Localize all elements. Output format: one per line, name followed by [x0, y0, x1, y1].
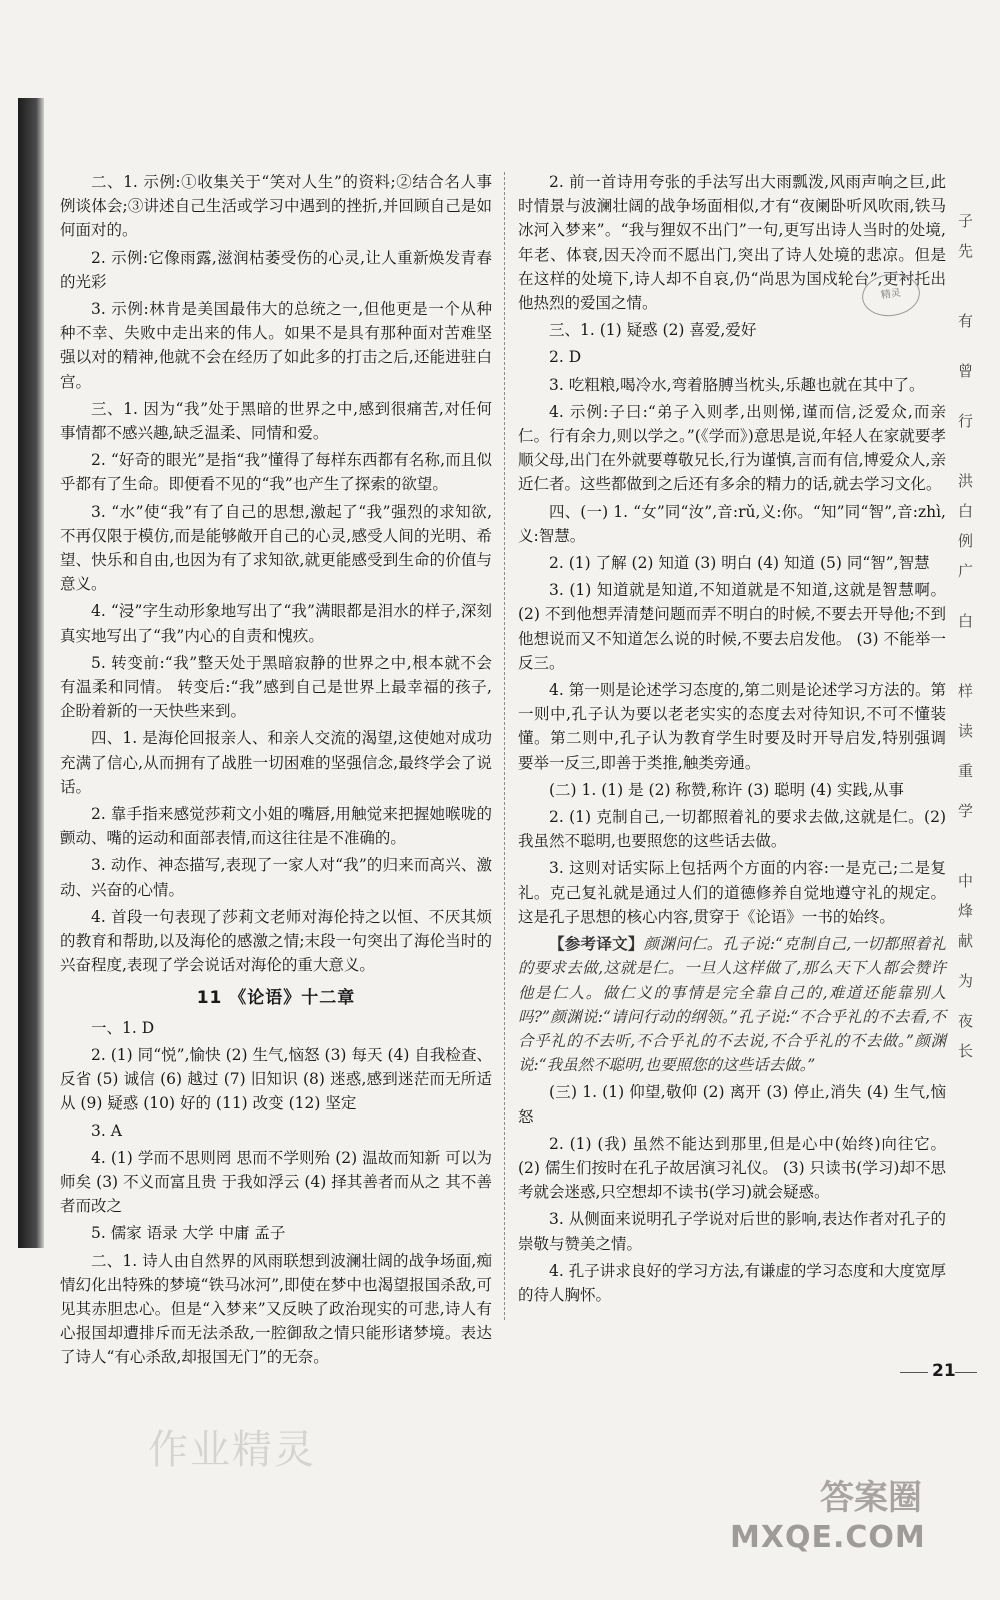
- column-divider: [504, 172, 505, 1320]
- translation-text: 颜渊问仁。孔子说:“克制自己,一切都照着礼的要求去做,这就是仁。一旦人这样做了,那么天下人都会赞许他是仁人。做仁义的事情是完全靠自己的,难道还能靠别人吗?”颜渊说:“请问行动的纲领。”孔子说:“不合乎礼的不去看,不合乎礼的不去听,不合乎礼的不去说,不合乎礼的不去做。”颜渊说:“我虽然不聪明,也要照您的这些话去做。”: [518, 935, 946, 1075]
- edge-char: 中: [958, 872, 974, 890]
- answer-paragraph: 二、1. 诗人由自然界的风雨联想到波澜壮阔的战争场面,痴情幻化出特殊的梦境“铁马冰河”,即使在梦中也渴望报国杀敌,可见其赤胆忠心。但是“入梦来”又反映了政治现实的可悲,诗人有心报国却遭排斥而无法杀敌,一腔御敌之情只能形诸梦境。表达了诗人“有心杀敌,却报国无门”的无奈。: [60, 1251, 492, 1367]
- answer-paragraph: 2. (1) 同“悦”,愉快 (2) 生气,恼怒 (3) 每天 (4) 自我检查、反省 (5) 诚信 (6) 越过 (7) 旧知识 (8) 迷惑,感到迷茫而无所适从 (9) 疑惑 (10) 好的 (11) 改变 (12) 坚定: [60, 1045, 492, 1113]
- translation-label: 【参考译文】: [549, 934, 644, 954]
- answer-paragraph: 4. 孔子讲求良好的学习方法,有谦虚的学习态度和大度宽厚的待人胸怀。: [518, 1261, 946, 1304]
- answer-paragraph: 3. “水”使“我”有了自己的思想,激起了“我”强烈的求知欲,不再仅限于模仿,而是能够敞开自己的心灵,感受人间的光明、希望、快乐和自由,也因为有了求知欲,就更能感受到生命的价值与意义。: [60, 502, 492, 594]
- answer-paragraph: 三、1. 因为“我”处于黑暗的世界之中,感到很痛苦,对任何事情都不感兴趣,缺乏温柔、同情和爱。: [60, 399, 492, 443]
- stamp-seal: 精灵: [859, 270, 922, 320]
- answer-paragraph: 二、1. 示例:①收集关于“笑对人生”的资料;②结合名人事例谈体会;③讲述自己生活或学习中遇到的挫折,并回顾自己是如何面对的。: [60, 173, 492, 240]
- page-number-rule-left: [900, 1372, 928, 1373]
- answer-paragraph: 2. 示例:它像雨露,滋润枯萎受伤的心灵,让人重新焕发青春的光彩: [60, 248, 492, 291]
- answer-paragraph: 5. 转变前:“我”整天处于黑暗寂静的世界之中,根本就不会有温柔和同情。 转变后:“我”感到自己是世界上最幸福的孩子,企盼着新的一天快些来到。: [60, 653, 492, 721]
- answer-paragraph: 3. 这则对话实际上包括两个方面的内容:一是克己;二是复礼。克己复礼就是通过人们的道德修养自觉地遵守礼的规定。这是孔子思想的核心内容,贯穿于《论语》一书的始终。: [518, 859, 946, 926]
- answer-paragraph: 3. 吃粗粮,喝冷水,弯着胳膊当枕头,乐趣也就在其中了。: [549, 375, 925, 394]
- edge-char: 广: [958, 562, 974, 580]
- page-number-rule-right: [955, 1372, 977, 1373]
- watermark-daan: 答案圈: [820, 1478, 922, 1518]
- page-number: 21: [932, 1361, 956, 1381]
- edge-char: 学: [958, 802, 974, 820]
- watermark-site: MXQE.COM: [730, 1520, 926, 1555]
- answer-paragraph: 2. “好奇的眼光”是指“我”懂得了每样东西都有名称,而且似乎都有了生命。即便看不见的“我”也产生了探索的欲望。: [60, 451, 492, 494]
- answer-paragraph: 四、(一) 1. “女”同“汝”,音:rǔ,义:你。“知”同“智”,音:zhì,义:智慧。: [518, 502, 946, 545]
- edge-char: 为: [958, 972, 974, 990]
- edge-char: 读: [958, 722, 974, 740]
- answer-paragraph: 3. 动作、神态描写,表现了一家人对“我”的归来而高兴、激动、兴奋的心情。: [60, 856, 492, 899]
- answer-paragraph: 4. “浸”字生动形象地写出了“我”满眼都是泪水的样子,深刻真实地写出了“我”内心的自责和愧疚。: [60, 602, 492, 645]
- edge-char: 子: [958, 212, 974, 230]
- answer-paragraph: 4. 示例:子曰:“弟子入则孝,出则悌,谨而信,泛爱众,而亲仁。行有余力,则以学之。”(《学而》)意思是说,年轻人在家就要孝顺父母,出门在外就要尊敬兄长,行为谨慎,言而有信,博爱众人,亲近仁者。这些都做到之后还有多余的精力的话,就去学习文化。: [518, 402, 946, 494]
- answer-paragraph: 5. 儒家 语录 大学 中庸 孟子: [91, 1224, 286, 1243]
- answer-paragraph: 4. 第一则是论述学习态度的,第二则是论述学习方法的。第一则中,孔子认为要以老老实实的态度去对待知识,不可不懂装懂。第二则中,孔子认为教育学生时要及时开导启发,特别强调要举一反三,即善于类推,触类旁通。: [518, 681, 946, 772]
- edge-char: 夜: [958, 1012, 974, 1030]
- answer-paragraph: 4. 首段一句表现了莎莉文老师对海伦持之以恒、不厌其烦的教育和帮助,以及海伦的感激之情;末段一句突出了海伦当时的兴奋程度,表现了学会说话对海伦的重大意义。: [60, 907, 492, 975]
- reference-translation: [518, 932, 946, 1077]
- right-column: [518, 170, 946, 1310]
- answer-paragraph: 2. 前一首诗用夸张的手法写出大雨瓢泼,风雨声响之巨,此时情景与波澜壮阔的战争场面相似,才有“夜阑卧听风吹雨,铁马冰河入梦来”。“我与狸奴不出门”一句,更写出诗人当时的处境,年老、体衰,因天冷而不愿出门,突出了诗人处境的悲凉。但是在这样的处境下,诗人却不自哀,仍“尚思为国戍轮台”,更衬托出他热烈的爱国之情。: [518, 173, 946, 313]
- book-spine-shadow: [18, 98, 44, 1248]
- edge-char: 烽: [958, 902, 974, 920]
- answer-paragraph: 一、1. D: [91, 1018, 155, 1037]
- answer-paragraph: 2. (1) (我) 虽然不能达到那里,但是心中(始终)向往它。(2) 儒生们按时在孔子故居演习礼仪。 (3) 只读书(学习)却不思考就会迷惑,只空想却不读书(学习)就会疑惑。: [518, 1134, 946, 1202]
- answer-paragraph: 2. 靠手指来感觉莎莉文小姐的嘴唇,用触觉来把握她喉咙的颤动、嘴的运动和面部表情,而这往往是不准确的。: [60, 805, 492, 848]
- answer-paragraph: 3. A: [91, 1121, 122, 1140]
- edge-char: 白: [958, 502, 974, 520]
- answer-paragraph: 3. (1) 知道就是知道,不知道就是不知道,这就是智慧啊。(2) 不到他想弄清楚问题而弄不明白的时候,不要去开导他;不到他想说而又不知道怎么说的时候,不要去启发他。 (3) 不能举一反三。: [518, 581, 946, 672]
- edge-char: 重: [958, 762, 974, 780]
- answer-paragraph: 三、1. (1) 疑惑 (2) 喜爱,爱好: [549, 321, 757, 340]
- answer-paragraph: 2. (1) 了解 (2) 知道 (3) 明白 (4) 知道 (5) 同“智”,智慧: [549, 554, 930, 573]
- answer-paragraph: 四、1. 是海伦回报亲人、和亲人交流的渴望,这使她对成功充满了信心,从而拥有了战胜一切困难的坚强信念,最终学会了说话。: [60, 729, 492, 796]
- edge-char: 长: [958, 1042, 974, 1060]
- edge-char: 样: [958, 682, 974, 700]
- edge-char: 白: [958, 612, 974, 630]
- section-title: 11 《论语》十二章: [196, 987, 356, 1008]
- answer-paragraph: 3. 从侧面来说明孔子学说对后世的影响,表达作者对孔子的崇敬与赞美之情。: [518, 1210, 946, 1253]
- edge-char: 行: [958, 412, 974, 430]
- edge-char: 献: [958, 932, 974, 950]
- edge-char: 例: [958, 532, 974, 550]
- answer-paragraph: 2. (1) 克制自己,一切都照着礼的要求去做,这就是仁。(2) 我虽然不聪明,也要照您的这些话去做。: [518, 808, 946, 851]
- watermark-logo: 作业精灵: [148, 1427, 316, 1473]
- left-column: [60, 170, 492, 1373]
- edge-char: 洪: [958, 472, 974, 490]
- edge-char: 有: [958, 312, 974, 330]
- edge-char: 先: [958, 242, 974, 260]
- answer-paragraph: 3. 示例:林肯是美国最伟大的总统之一,但他更是一个从种种不幸、失败中走出来的伟人。如果不是具有那种面对苦难坚强以对的精神,他就不会在经历了如此多的打击之后,还能进驻白宫。: [60, 300, 492, 391]
- answer-paragraph: 4. (1) 学而不思则罔 思而不学则殆 (2) 温故而知新 可以为师矣 (3) 不义而富且贵 于我如浮云 (4) 择其善者而从之 其不善者而改之: [60, 1148, 492, 1216]
- answer-paragraph: (三) 1. (1) 仰望,敬仰 (2) 离开 (3) 停止,消失 (4) 生气,恼怒: [518, 1083, 946, 1126]
- edge-char: 曾: [958, 362, 974, 380]
- answer-paragraph: 2. D: [549, 348, 582, 367]
- answer-paragraph: (二) 1. (1) 是 (2) 称赞,称许 (3) 聪明 (4) 实践,从事: [549, 780, 904, 799]
